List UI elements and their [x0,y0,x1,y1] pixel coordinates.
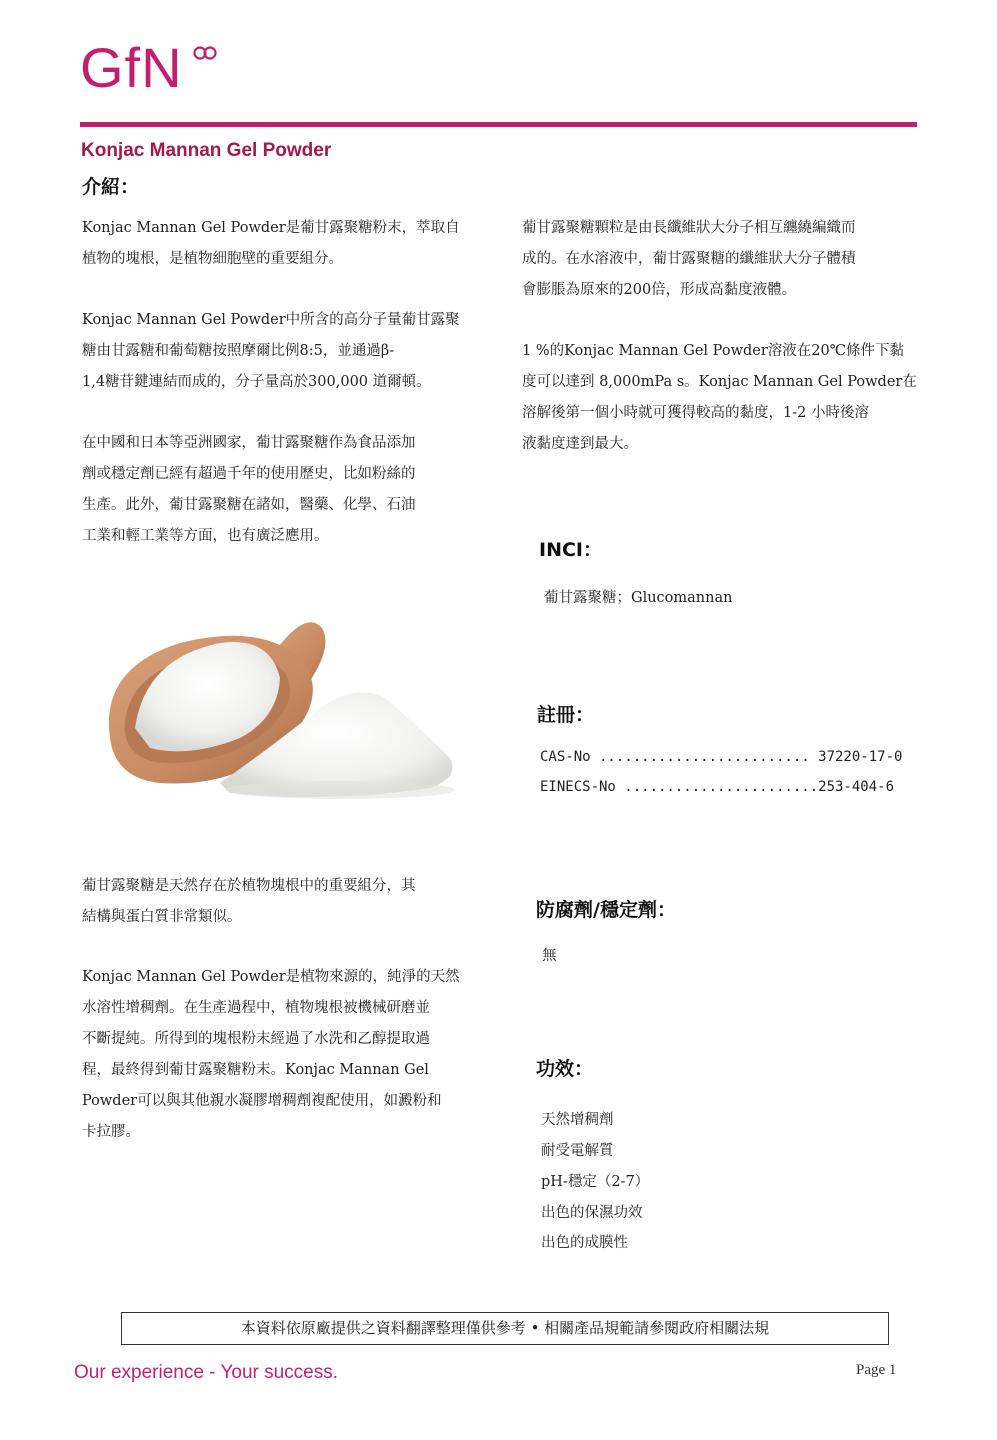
efficacy-heading: 功效： [536,1058,594,1080]
product-title: Konjac Mannan Gel Powder [81,140,332,161]
intro-heading: 介紹： [82,176,140,198]
logo-rings-icon [193,46,219,60]
efficacy-item: 天然增稠劑 [541,1112,614,1128]
lower-paragraph-1: 葡甘露聚糖是天然存在於植物塊根中的重要組分，其 結構與蛋白質非常類似。 [82,878,416,925]
efficacy-item: 出色的成膜性 [541,1235,628,1251]
efficacy-item: 出色的保濕功效 [541,1205,643,1221]
preservative-heading: 防腐劑/穩定劑： [536,899,676,921]
efficacy-item: pH-穩定（2-7） [541,1174,650,1190]
einecs-number: EINECS-No .......................253-404-6 [540,779,895,795]
inci-heading: INCI： [539,539,602,561]
powder-scoop-image [100,598,480,808]
disclaimer-box: 本資料依原廠提供之資料翻譯整理僅供參考 • 相關產品規範請參閱政府相關法規 [121,1312,889,1345]
intro-paragraph-1: Konjac Mannan Gel Powder是葡甘露聚糖粉末，萃取自 植物的塊根，是植物細胞壁的重要組分。 [82,220,460,267]
preservative-value: 無 [542,948,557,964]
lower-paragraph-2: Konjac Mannan Gel Powder是植物來源的，純淨的天然 水溶性增稠劑。在生產過程中，植物塊根被機械研磨並 不斷提純。所得到的塊根粉末經過了水洗和乙醇提取過 程，最終得到葡甘露聚糖粉末。Konjac Mannan Gel Powder可以與其他親水凝膠增稠劑複配使用，如澱粉和 卡拉膠。 [82,969,460,1140]
intro-paragraph-right-1: 葡甘露聚糖顆粒是由長纖維狀大分子相互纏繞編織而 成的。在水溶液中，葡甘露聚糖的纖維狀大分子體積 會膨脹為原來的200倍，形成高黏度液體。 [522,220,856,298]
intro-paragraph-right-2: 1 %的Konjac Mannan Gel Powder溶液在20℃條件下黏 度可以達到 8,000mPa s。Konjac Mannan Gel Powder在 溶解後第一個小時就可獲得較高的黏度，1-2 小時後溶 液黏度達到最大。 [522,343,917,452]
page-number: Page 1 [856,1362,897,1378]
intro-paragraph-3: 在中國和日本等亞洲國家，葡甘露聚糖作為食品添加 劑或穩定劑已經有超過千年的使用歷史，比如粉絲的 生產。此外，葡甘露聚糖在諸如，醫藥、化學、石油 工業和輕工業等方面，也有廣泛應用。 [82,435,416,544]
gfn-logo: GfN [80,36,183,99]
header-rule [80,122,917,127]
efficacy-item: 耐受電解質 [541,1143,614,1159]
intro-paragraph-2: Konjac Mannan Gel Powder中所含的高分子量葡甘露聚 糖由甘露糖和葡萄糖按照摩爾比例8:5，並通過β- 1,4糖苷鍵連結而成的，分子量高於300,000 道爾頓。 [82,312,460,390]
inci-value: 葡甘露聚糖；Glucomannan [544,590,733,606]
footer-slogan: Our experience - Your success. [74,1362,339,1383]
cas-number: CAS-No ......................... 37220-17-0 [540,749,903,765]
registration-heading: 註冊： [537,704,595,726]
